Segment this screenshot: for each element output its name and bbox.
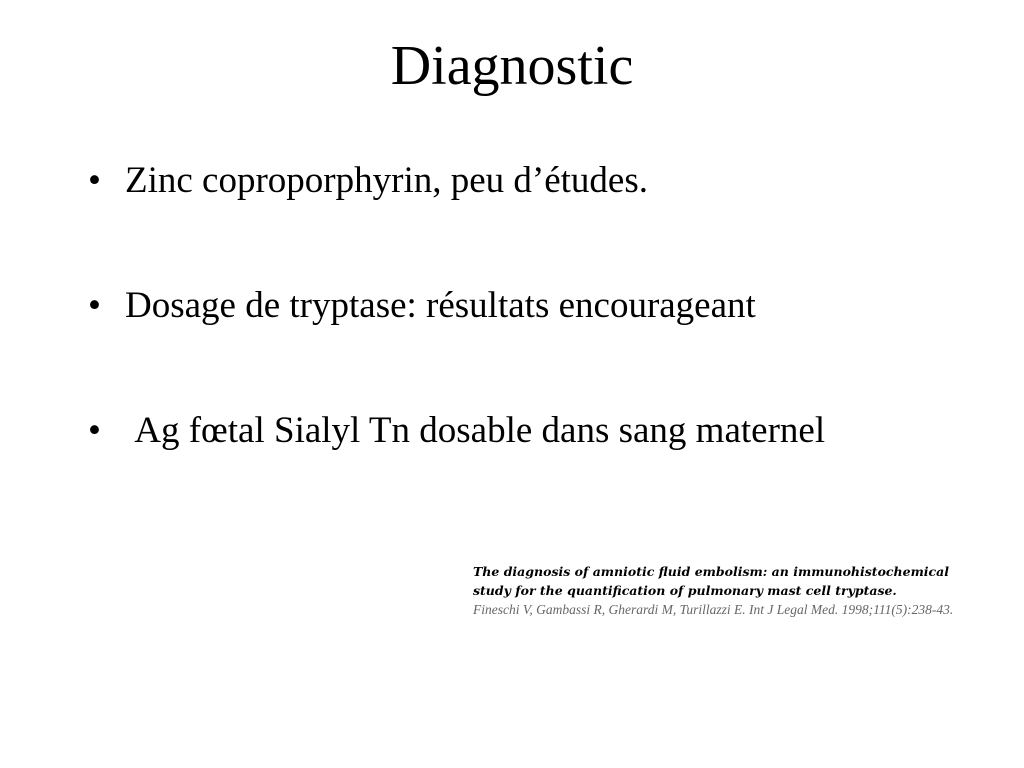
bullet-list (88, 158, 968, 453)
bullet-marker: • (88, 410, 101, 451)
bullet-marker: • (88, 285, 101, 326)
bullet-item-tryptase (88, 283, 968, 328)
bullet-text: Ag fœtal Sialyl Tn dosable dans sang maternel (125, 410, 826, 451)
bullet-marker: • (88, 160, 101, 201)
bullet-text: Dosage de tryptase: résultats encourageant (125, 285, 756, 326)
bullet-item-zinc (88, 158, 968, 203)
reference-title-line-2: study for the quantification of pulmonary mast cell tryptase. (473, 583, 897, 598)
slide-title: Diagnostic (390, 35, 634, 97)
reference-citation (473, 562, 1018, 619)
reference-authors: Fineschi V, Gambassi R, Gherardi M, Turillazzi E. Int J Legal Med. 1998;111(5):238-43. (473, 602, 954, 617)
bullet-item-sialyl (88, 408, 968, 453)
bullet-text: Zinc coproporphyrin, peu d’études. (125, 160, 648, 201)
reference-title-line-1: The diagnosis of amniotic fluid embolism: an immunohistochemical (473, 564, 950, 579)
